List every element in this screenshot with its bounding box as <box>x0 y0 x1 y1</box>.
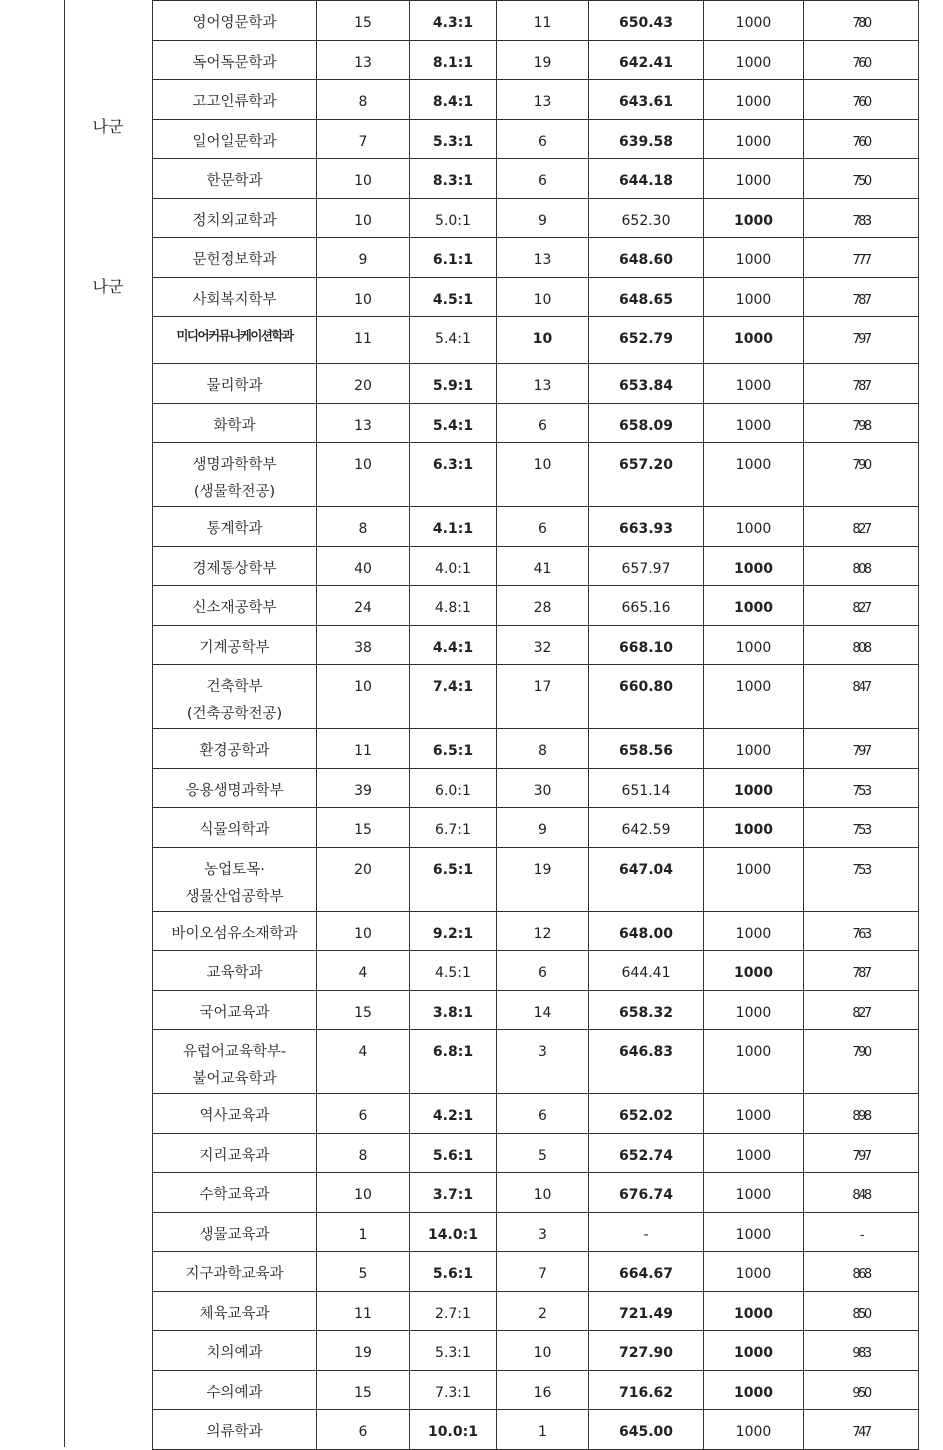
department-name-cell: 생명과학학부 (생물학전공) <box>153 443 317 507</box>
quota-cell: 10 <box>317 159 410 199</box>
competition-ratio-cell: 7.3:1 <box>410 1370 497 1410</box>
cutoff-cell: 787 <box>804 364 919 404</box>
department-name-cell: 물리학과 <box>153 364 317 404</box>
department-name-cell: 생물교육과 <box>153 1212 317 1252</box>
max-score-cell: 1000 <box>704 1370 804 1410</box>
applicants-cell: 14 <box>497 990 589 1030</box>
applicants-cell: 7 <box>497 1252 589 1292</box>
table-row <box>153 317 919 364</box>
quota-cell: 4 <box>317 1030 410 1094</box>
cutoff-cell: 783 <box>804 198 919 238</box>
department-name-cell: 의류학과 <box>153 1410 317 1450</box>
table-row <box>153 198 919 238</box>
cutoff-cell: 790 <box>804 1030 919 1094</box>
applicants-cell: 10 <box>497 317 589 364</box>
cutoff-cell: 787 <box>804 277 919 317</box>
group-label: 나군 <box>92 117 124 136</box>
cutoff-cell: 760 <box>804 119 919 159</box>
table-body <box>153 1 919 1450</box>
cutoff-cell: 797 <box>804 317 919 364</box>
quota-cell: 8 <box>317 507 410 547</box>
applicants-cell: 10 <box>497 1173 589 1213</box>
quota-cell: 24 <box>317 586 410 626</box>
competition-ratio-cell: 2.7:1 <box>410 1291 497 1331</box>
quota-cell: 39 <box>317 768 410 808</box>
score-cell: - <box>589 1212 704 1252</box>
table-row <box>153 1331 919 1371</box>
applicants-cell: 6 <box>497 403 589 443</box>
department-name-cell: 독어독문학과 <box>153 40 317 80</box>
competition-ratio-cell: 4.8:1 <box>410 586 497 626</box>
cutoff-cell: 750 <box>804 159 919 199</box>
max-score-cell: 1000 <box>704 546 804 586</box>
competition-ratio-cell: 5.0:1 <box>410 198 497 238</box>
cutoff-cell: 827 <box>804 990 919 1030</box>
applicants-cell: 19 <box>497 40 589 80</box>
score-cell: 668.10 <box>589 625 704 665</box>
department-name-cell: 수학교육과 <box>153 1173 317 1213</box>
applicants-cell: 6 <box>497 951 589 991</box>
table-row <box>153 990 919 1030</box>
applicants-cell: 17 <box>497 665 589 729</box>
applicants-cell: 13 <box>497 238 589 278</box>
applicants-cell: 9 <box>497 198 589 238</box>
score-cell: 658.09 <box>589 403 704 443</box>
applicants-cell: 41 <box>497 546 589 586</box>
quota-cell: 6 <box>317 1410 410 1450</box>
table-row <box>153 546 919 586</box>
max-score-cell: 1000 <box>704 1410 804 1450</box>
competition-ratio-cell: 6.5:1 <box>410 729 497 769</box>
score-cell: 652.30 <box>589 198 704 238</box>
cutoff-cell: 753 <box>804 768 919 808</box>
department-name-cell: 교육학과 <box>153 951 317 991</box>
department-name-cell: 기계공학부 <box>153 625 317 665</box>
max-score-cell: 1000 <box>704 911 804 951</box>
score-cell: 658.32 <box>589 990 704 1030</box>
applicants-cell: 32 <box>497 625 589 665</box>
max-score-cell: 1000 <box>704 40 804 80</box>
quota-cell: 11 <box>317 729 410 769</box>
competition-ratio-cell: 5.4:1 <box>410 403 497 443</box>
table-row <box>153 1030 919 1094</box>
cutoff-cell: 950 <box>804 1370 919 1410</box>
table-row <box>153 847 919 911</box>
score-cell: 644.18 <box>589 159 704 199</box>
applicants-cell: 12 <box>497 911 589 951</box>
applicants-cell: 6 <box>497 119 589 159</box>
competition-ratio-cell: 9.2:1 <box>410 911 497 951</box>
competition-ratio-cell: 4.5:1 <box>410 277 497 317</box>
score-cell: 721.49 <box>589 1291 704 1331</box>
score-cell: 646.83 <box>589 1030 704 1094</box>
competition-ratio-cell: 5.4:1 <box>410 317 497 364</box>
competition-ratio-cell: 4.0:1 <box>410 546 497 586</box>
cutoff-cell: - <box>804 1212 919 1252</box>
competition-ratio-cell: 5.6:1 <box>410 1252 497 1292</box>
quota-cell: 10 <box>317 1173 410 1213</box>
score-cell: 653.84 <box>589 364 704 404</box>
applicants-cell: 10 <box>497 443 589 507</box>
max-score-cell: 1000 <box>704 507 804 547</box>
department-name-cell: 한문학과 <box>153 159 317 199</box>
quota-cell: 10 <box>317 443 410 507</box>
table-row <box>153 1291 919 1331</box>
department-name-cell: 응용생명과학부 <box>153 768 317 808</box>
score-cell: 650.43 <box>589 1 704 41</box>
quota-cell: 8 <box>317 80 410 120</box>
table-row <box>153 729 919 769</box>
competition-ratio-cell: 4.1:1 <box>410 507 497 547</box>
score-cell: 644.41 <box>589 951 704 991</box>
table-row <box>153 1133 919 1173</box>
department-name-cell: 고고인류학과 <box>153 80 317 120</box>
max-score-cell: 1000 <box>704 80 804 120</box>
applicants-cell: 8 <box>497 729 589 769</box>
score-cell: 658.56 <box>589 729 704 769</box>
department-name-cell: 국어교육과 <box>153 990 317 1030</box>
quota-cell: 15 <box>317 1370 410 1410</box>
competition-ratio-cell: 6.3:1 <box>410 443 497 507</box>
applicants-cell: 2 <box>497 1291 589 1331</box>
table-row <box>153 665 919 729</box>
cutoff-cell: 797 <box>804 1133 919 1173</box>
applicants-cell: 10 <box>497 1331 589 1371</box>
competition-ratio-cell: 5.9:1 <box>410 364 497 404</box>
table-row <box>153 911 919 951</box>
department-name-cell: 수의예과 <box>153 1370 317 1410</box>
quota-cell: 5 <box>317 1252 410 1292</box>
score-cell: 665.16 <box>589 586 704 626</box>
applicants-cell: 6 <box>497 1094 589 1134</box>
table-row <box>153 625 919 665</box>
department-name-cell: 정치외교학과 <box>153 198 317 238</box>
max-score-cell: 1000 <box>704 277 804 317</box>
table-row <box>153 403 919 443</box>
quota-cell: 40 <box>317 546 410 586</box>
department-name-cell: 체육교육과 <box>153 1291 317 1331</box>
quota-cell: 9 <box>317 238 410 278</box>
quota-cell: 20 <box>317 364 410 404</box>
table-row <box>153 119 919 159</box>
quota-cell: 10 <box>317 665 410 729</box>
quota-cell: 19 <box>317 1331 410 1371</box>
score-cell: 664.67 <box>589 1252 704 1292</box>
department-name-cell: 건축학부 (건축공학전공) <box>153 665 317 729</box>
score-cell: 663.93 <box>589 507 704 547</box>
department-name-cell: 문헌정보학과 <box>153 238 317 278</box>
score-cell: 642.41 <box>589 40 704 80</box>
score-cell: 727.90 <box>589 1331 704 1371</box>
cutoff-cell: 753 <box>804 808 919 848</box>
applicants-cell: 13 <box>497 80 589 120</box>
cutoff-cell: 798 <box>804 403 919 443</box>
competition-ratio-cell: 4.2:1 <box>410 1094 497 1134</box>
max-score-cell: 1000 <box>704 729 804 769</box>
group-label: 나군 <box>92 277 124 296</box>
score-cell: 639.58 <box>589 119 704 159</box>
competition-ratio-cell: 8.1:1 <box>410 40 497 80</box>
applicants-cell: 28 <box>497 586 589 626</box>
max-score-cell: 1000 <box>704 625 804 665</box>
applicants-cell: 3 <box>497 1030 589 1094</box>
table-row <box>153 1212 919 1252</box>
quota-cell: 20 <box>317 847 410 911</box>
cutoff-cell: 763 <box>804 911 919 951</box>
applicants-cell: 1 <box>497 1410 589 1450</box>
competition-ratio-cell: 6.8:1 <box>410 1030 497 1094</box>
max-score-cell: 1000 <box>704 847 804 911</box>
department-name-cell: 농업토목· 생물산업공학부 <box>153 847 317 911</box>
cutoff-cell: 850 <box>804 1291 919 1331</box>
score-cell: 647.04 <box>589 847 704 911</box>
cutoff-cell: 808 <box>804 625 919 665</box>
table-row <box>153 507 919 547</box>
table-row <box>153 1094 919 1134</box>
max-score-cell: 1000 <box>704 665 804 729</box>
quota-cell: 10 <box>317 198 410 238</box>
competition-ratio-cell: 5.3:1 <box>410 1331 497 1371</box>
department-name-cell: 역사교육과 <box>153 1094 317 1134</box>
applicants-cell: 5 <box>497 1133 589 1173</box>
competition-ratio-cell: 4.4:1 <box>410 625 497 665</box>
department-name-cell: 미디어커뮤니케이션학과 <box>153 317 317 364</box>
department-name-cell: 환경공학과 <box>153 729 317 769</box>
cutoff-cell: 760 <box>804 40 919 80</box>
cutoff-cell: 898 <box>804 1094 919 1134</box>
max-score-cell: 1000 <box>704 1133 804 1173</box>
score-cell: 651.14 <box>589 768 704 808</box>
max-score-cell: 1000 <box>704 1173 804 1213</box>
table-row <box>153 1410 919 1450</box>
max-score-cell: 1000 <box>704 951 804 991</box>
cutoff-cell: 797 <box>804 729 919 769</box>
competition-ratio-cell: 6.5:1 <box>410 847 497 911</box>
quota-cell: 13 <box>317 40 410 80</box>
competition-ratio-cell: 6.7:1 <box>410 808 497 848</box>
department-name-cell: 통계학과 <box>153 507 317 547</box>
max-score-cell: 1000 <box>704 1252 804 1292</box>
max-score-cell: 1000 <box>704 768 804 808</box>
max-score-cell: 1000 <box>704 119 804 159</box>
quota-cell: 15 <box>317 808 410 848</box>
applicants-cell: 30 <box>497 768 589 808</box>
table-row <box>153 1370 919 1410</box>
max-score-cell: 1000 <box>704 238 804 278</box>
competition-ratio-cell: 8.3:1 <box>410 159 497 199</box>
cutoff-cell: 983 <box>804 1331 919 1371</box>
applicants-cell: 6 <box>497 507 589 547</box>
applicants-cell: 9 <box>497 808 589 848</box>
applicants-cell: 10 <box>497 277 589 317</box>
table-row <box>153 1 919 41</box>
max-score-cell: 1000 <box>704 1030 804 1094</box>
quota-cell: 11 <box>317 317 410 364</box>
score-cell: 645.00 <box>589 1410 704 1450</box>
max-score-cell: 1000 <box>704 586 804 626</box>
score-cell: 660.80 <box>589 665 704 729</box>
score-cell: 648.65 <box>589 277 704 317</box>
department-name-cell: 신소재공학부 <box>153 586 317 626</box>
cutoff-cell: 808 <box>804 546 919 586</box>
applicants-cell: 6 <box>497 159 589 199</box>
score-cell: 716.62 <box>589 1370 704 1410</box>
quota-cell: 4 <box>317 951 410 991</box>
cutoff-cell: 753 <box>804 847 919 911</box>
table-row <box>153 40 919 80</box>
competition-ratio-cell: 3.8:1 <box>410 990 497 1030</box>
max-score-cell: 1000 <box>704 1291 804 1331</box>
department-name-cell: 화학과 <box>153 403 317 443</box>
max-score-cell: 1000 <box>704 198 804 238</box>
cutoff-cell: 827 <box>804 586 919 626</box>
score-cell: 676.74 <box>589 1173 704 1213</box>
department-name-cell: 지구과학교육과 <box>153 1252 317 1292</box>
max-score-cell: 1000 <box>704 403 804 443</box>
quota-cell: 1 <box>317 1212 410 1252</box>
score-cell: 657.20 <box>589 443 704 507</box>
max-score-cell: 1000 <box>704 364 804 404</box>
competition-ratio-cell: 7.4:1 <box>410 665 497 729</box>
competition-ratio-cell: 5.6:1 <box>410 1133 497 1173</box>
competition-ratio-cell: 10.0:1 <box>410 1410 497 1450</box>
quota-cell: 15 <box>317 1 410 41</box>
admissions-results-table <box>152 0 919 1450</box>
department-name-cell: 바이오섬유소재학과 <box>153 911 317 951</box>
score-cell: 657.97 <box>589 546 704 586</box>
cutoff-cell: 827 <box>804 507 919 547</box>
cutoff-cell: 777 <box>804 238 919 278</box>
competition-ratio-cell: 4.3:1 <box>410 1 497 41</box>
department-name-cell: 사회복지학부 <box>153 277 317 317</box>
table-row <box>153 364 919 404</box>
cutoff-cell: 780 <box>804 1 919 41</box>
quota-cell: 10 <box>317 277 410 317</box>
quota-cell: 11 <box>317 1291 410 1331</box>
table-row <box>153 808 919 848</box>
competition-ratio-cell: 3.7:1 <box>410 1173 497 1213</box>
department-name-cell: 식물의학과 <box>153 808 317 848</box>
quota-cell: 8 <box>317 1133 410 1173</box>
applicants-cell: 3 <box>497 1212 589 1252</box>
max-score-cell: 1000 <box>704 1212 804 1252</box>
score-cell: 652.02 <box>589 1094 704 1134</box>
quota-cell: 7 <box>317 119 410 159</box>
competition-ratio-cell: 6.1:1 <box>410 238 497 278</box>
max-score-cell: 1000 <box>704 990 804 1030</box>
competition-ratio-cell: 5.3:1 <box>410 119 497 159</box>
table-row <box>153 277 919 317</box>
table-row <box>153 951 919 991</box>
table-row <box>153 159 919 199</box>
table-row <box>153 443 919 507</box>
table-left-border <box>64 0 65 1447</box>
cutoff-cell: 790 <box>804 443 919 507</box>
department-name-cell: 지리교육과 <box>153 1133 317 1173</box>
competition-ratio-cell: 8.4:1 <box>410 80 497 120</box>
competition-ratio-cell: 6.0:1 <box>410 768 497 808</box>
department-name-cell: 유럽어교육학부- 불어교육학과 <box>153 1030 317 1094</box>
quota-cell: 6 <box>317 1094 410 1134</box>
applicants-cell: 16 <box>497 1370 589 1410</box>
cutoff-cell: 868 <box>804 1252 919 1292</box>
table-row <box>153 80 919 120</box>
department-name-cell: 일어일문학과 <box>153 119 317 159</box>
score-cell: 648.00 <box>589 911 704 951</box>
quota-cell: 13 <box>317 403 410 443</box>
applicants-cell: 13 <box>497 364 589 404</box>
max-score-cell: 1000 <box>704 1 804 41</box>
department-name-cell: 치의예과 <box>153 1331 317 1371</box>
max-score-cell: 1000 <box>704 159 804 199</box>
cutoff-cell: 787 <box>804 951 919 991</box>
table-row <box>153 238 919 278</box>
cutoff-cell: 847 <box>804 665 919 729</box>
quota-cell: 10 <box>317 911 410 951</box>
department-name-cell: 경제통상학부 <box>153 546 317 586</box>
department-name-cell: 영어영문학과 <box>153 1 317 41</box>
max-score-cell: 1000 <box>704 1094 804 1134</box>
table-row <box>153 1252 919 1292</box>
score-cell: 652.74 <box>589 1133 704 1173</box>
max-score-cell: 1000 <box>704 443 804 507</box>
cutoff-cell: 848 <box>804 1173 919 1213</box>
score-cell: 648.60 <box>589 238 704 278</box>
max-score-cell: 1000 <box>704 1331 804 1371</box>
applicants-cell: 11 <box>497 1 589 41</box>
competition-ratio-cell: 4.5:1 <box>410 951 497 991</box>
table-row <box>153 586 919 626</box>
table-row <box>153 768 919 808</box>
applicants-cell: 19 <box>497 847 589 911</box>
score-cell: 652.79 <box>589 317 704 364</box>
cutoff-cell: 760 <box>804 80 919 120</box>
max-score-cell: 1000 <box>704 808 804 848</box>
quota-cell: 15 <box>317 990 410 1030</box>
table-row <box>153 1173 919 1213</box>
cutoff-cell: 747 <box>804 1410 919 1450</box>
score-cell: 643.61 <box>589 80 704 120</box>
competition-ratio-cell: 14.0:1 <box>410 1212 497 1252</box>
max-score-cell: 1000 <box>704 317 804 364</box>
score-cell: 642.59 <box>589 808 704 848</box>
quota-cell: 38 <box>317 625 410 665</box>
